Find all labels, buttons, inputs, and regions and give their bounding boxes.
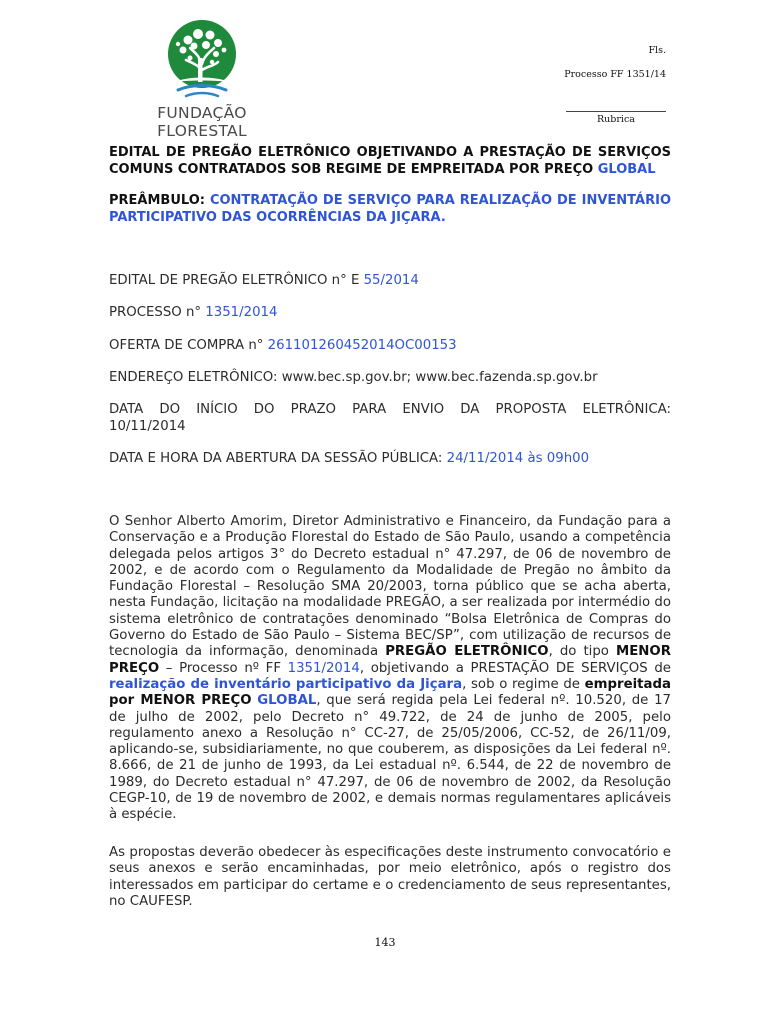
page-stamp (564, 45, 666, 125)
endereco-eletronico: ENDEREÇO ELETRÔNICO: www.bec.sp.gov.br; www.bec.fazenda.sp.gov.br (109, 370, 598, 385)
data-inicio-value: 10/11/2014 (109, 419, 186, 434)
processo-stamp: Processo FF 1351/14 (564, 68, 666, 80)
processo-number: PROCESSO n° 1351/2014 (109, 305, 278, 320)
fundacao-florestal-logo (112, 18, 292, 140)
preamble-label: PREÂMBULO: (109, 193, 205, 208)
fls-label: Fls. (648, 45, 666, 56)
preamble-text: CONTRATAÇÃO DE SERVIÇO PARA REALIZAÇÃO DE INVENTÁRIO PARTICIPATIVO DAS OCORRÊNCIAS DA JIÇARA. (109, 193, 672, 225)
edital-number: EDITAL DE PREGÃO ELETRÔNICO n° E 55/2014 (109, 273, 419, 288)
body-paragraph-1: O Senhor Alberto Amorim, Diretor Administrativo e Financeiro, da Fundação para a Conservação e a Produção Florestal do Estado de São Paulo, usando a competência delegada pelos artigos 3° do Decreto estadual n° 47.297, de 06 de novembro de 2002, e de acordo com o Regulamento da Modalidade de Pregão no âmbito da Fundação Florestal – Resolução SMA 20/2003, torna público que se acha aberta, nesta Fundação, licitação na modalidade PREGÃO, a ser realizada por intermédio do sistema eletrônico de contratações denominado “Bolsa Eletrônica de Compras do Governo do Estado de São Paulo – Sistema BEC/SP”, com utilização de recursos de tecnologia da informação, denominada PREGÃO ELETRÔNICO, do tipo MENOR PREÇO – Processo nº FF 1351/2014, objetivando a PRESTAÇÃO DE SERVIÇOS de realização de inventário participativo da Jiçara, sob o regime de empreitada por MENOR PREÇO GLOBAL, que será regida pela Lei federal nº. 10.520, de 17 de julho de 2002, pelo Decreto n° 49.722, de 24 de junho de 2005, pelo regulamento anexo a Resolução n° CC-27, de 25/05/2006, CC-52, de 26/11/09, aplicando-se, subsidiariamente, no que couberem, as disposições da Lei federal nº. 8.666, de 21 de junho de 1993, da Lei estadual nº. 6.544, de 22 de novembro de 1989, do Decreto estadual n° 47.297, de 06 de novembro de 2002, da Resolução CEGP-10, de 19 de novembro de 2002, e demais normas regulamentares aplicáveis à espécie. (109, 514, 671, 823)
tree-icon (164, 18, 240, 100)
rubrica-field (566, 106, 666, 125)
logo-wordmark: FUNDAÇÃO FLORESTAL (157, 104, 247, 140)
body-paragraph-2: As propostas deverão obedecer às especificações deste instrumento convocatório e seus anexos e serão encaminhadas, por meio eletrônico, após o registro dos interessados em participar do certame e o credenciamento de seus representantes, no CAUFESP. (109, 845, 671, 909)
rubrica-line (566, 106, 666, 112)
title-global: GLOBAL (597, 162, 656, 177)
rubrica-label: Rubrica (597, 114, 635, 125)
oferta-compra: OFERTA DE COMPRA n° 261101260452014OC00153 (109, 338, 457, 353)
document-title: EDITAL DE PREGÃO ELETRÔNICO OBJETIVANDO A PRESTAÇÃO DE SERVIÇOS COMUNS CONTRATADOS SOB REGIME DE EMPREITADA POR PREÇO GLOBAL (109, 145, 671, 177)
data-inicio-label: DATA DO INÍCIO DO PRAZO PARA ENVIO DA PROPOSTA ELETRÔNICA: (109, 402, 671, 417)
preamble (109, 192, 671, 226)
page-number: 143 (374, 936, 396, 949)
data-abertura: DATA E HORA DA ABERTURA DA SESSÃO PÚBLICA: 24/11/2014 às 09h00 (109, 451, 590, 466)
